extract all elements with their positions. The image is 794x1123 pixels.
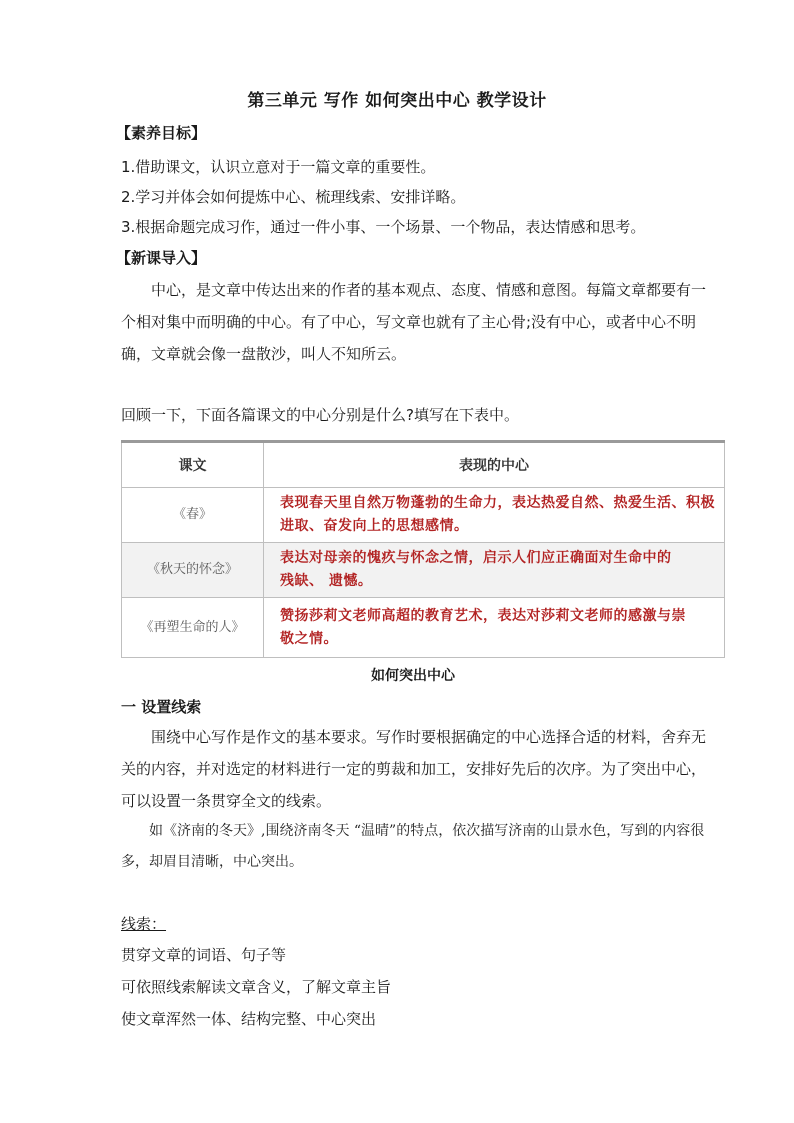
- section-subtitle: 如何突出中心: [371, 668, 455, 684]
- example-paragraph: 如《济南的冬天》,围绕济南冬天 “温晴”的特点，依次描写济南的山景水色，写到的内容很多，却眉目清晰，中心突出。: [121, 823, 705, 870]
- center-cell: 赞扬莎莉文老师高超的教育艺术，表达对莎莉文老师的感激与崇敬之情。: [264, 598, 725, 658]
- table-row: [122, 543, 725, 598]
- clue-item-1: 贯穿文章的词语、句子等: [121, 946, 287, 964]
- clue-item-3: 使文章浑然一体、结构完整、中心突出: [121, 1010, 377, 1028]
- page-title: 第三单元 写作 如何突出中心 教学设计: [247, 91, 547, 111]
- goal-item-1: 1.借助课文，认识立意对于一篇文章的重要性。: [121, 158, 436, 176]
- center-cell: 表达对母亲的愧疚与怀念之情，启示人们应正确面对生命中的残缺、 遗憾。: [264, 543, 725, 598]
- table-row: [122, 488, 725, 543]
- intro-prompt: 回顾一下，下面各篇课文的中心分别是什么?填写在下表中。: [121, 406, 519, 424]
- clue-item-2: 可依照线索解读文章含义，了解文章主旨: [121, 978, 392, 996]
- text-title-cell: 《再塑生命的人》: [122, 598, 264, 658]
- table-header-row: [122, 442, 725, 488]
- intro-paragraph: 中心，是文章中传达出来的作者的基本观点、态度、情感和意图。每篇文章都要有一个相对集中而明确的中心。有了中心，写文章也就有了主心骨;没有中心，或者中心不明确，文章就会像一盘散沙，叫人不知所云。: [121, 281, 707, 363]
- clue-label: 线索：: [121, 915, 167, 933]
- table-row: [122, 598, 725, 658]
- goal-item-2: 2.学习并体会如何提炼中心、梳理线索、安排详略。: [121, 188, 466, 206]
- lesson-center-table: [121, 440, 725, 658]
- goals-heading: 【素养目标】: [116, 124, 207, 142]
- center-cell: 表现春天里自然万物蓬勃的生命力，表达热爱自然、热爱生活、积极进取、奋发向上的思想感情。: [264, 488, 725, 543]
- text-title-cell: 《秋天的怀念》: [122, 543, 264, 598]
- goal-item-3: 3.根据命题完成习作，通过一件小事、一个场景、一个物品，表达情感和思考。: [121, 218, 646, 236]
- column-header-text: 课文: [122, 442, 264, 488]
- column-header-center: 表现的中心: [264, 442, 725, 488]
- text-title-cell: 《春》: [122, 488, 264, 543]
- section-heading: 一 设置线索: [121, 698, 202, 716]
- section-paragraph: 围绕中心写作是作文的基本要求。写作时要根据确定的中心选择合适的材料，舍弃无关的内容，并对选定的材料进行一定的剪裁和加工，安排好先后的次序。为了突出中心，可以设置一条贯穿全文的线索。: [121, 728, 707, 810]
- intro-heading: 【新课导入】: [116, 249, 207, 267]
